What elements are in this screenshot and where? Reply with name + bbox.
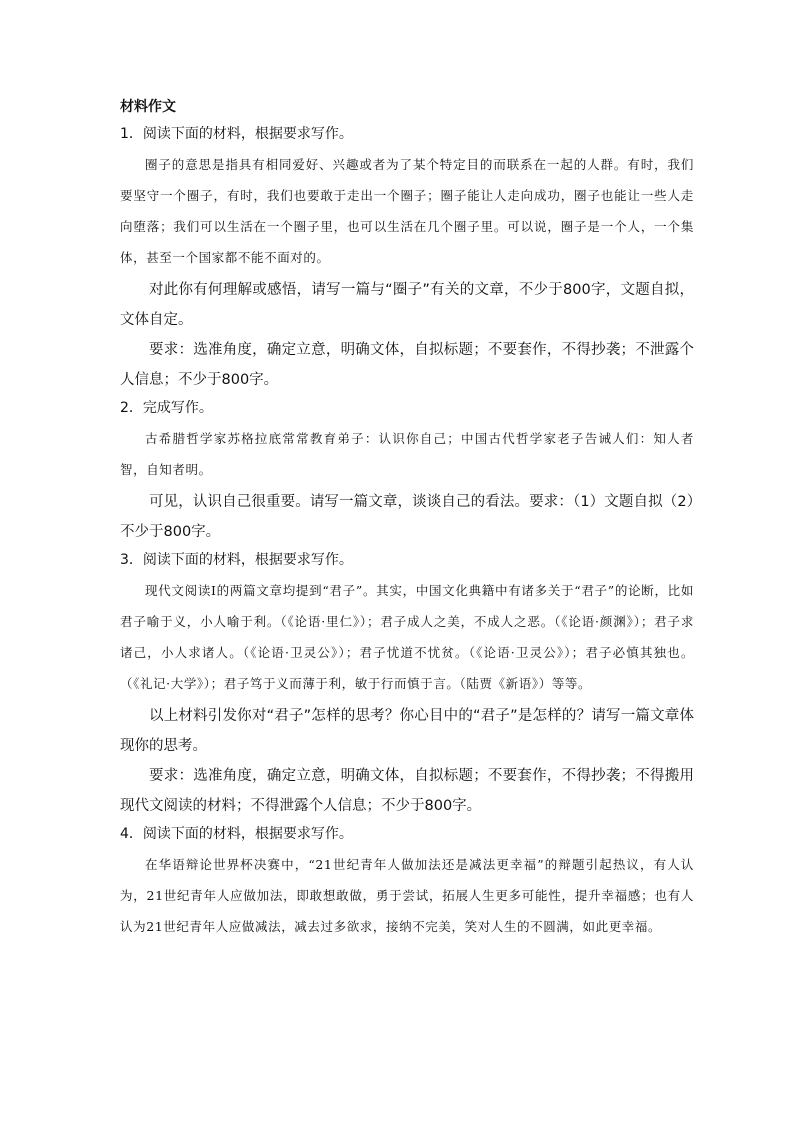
question-requirement: 要求：选准角度，确定立意，明确文体，自拟标题；不要套作，不得抄袭；不得搬用现代文阅读的材料；不得泄露个人信息；不少于800字。 [120,768,694,814]
question-heading: 2．完成写作。 [120,400,213,416]
question-2 [120,397,694,547]
question-prompt: 可见，认识自己很重要。请写一篇文章，谈谈自己的看法。要求：（1）文题自拟（2）不少于800字。 [120,494,694,540]
question-material: 在华语辩论世界杯决赛中，“21世纪青年人做加法还是减法更幸福”的辩题引起热议，有人认为，21世纪青年人应做加法，即敢想敢做，勇于尝试，拓展人生更多可能性，提升幸福感；也有人认为21世纪青年人应做减法，减去过多欲求，接纳不完美，笑对人生的不圆满，如此更幸福。 [120,857,694,934]
question-heading: 3．阅读下面的材料，根据要求写作。 [120,552,353,568]
question-3 [120,549,694,821]
question-heading: 1．阅读下面的材料，根据要求写作。 [120,126,353,142]
question-heading: 4．阅读下面的材料，根据要求写作。 [120,826,353,842]
section-title: 材料作文 [120,99,176,115]
question-material: 古希腊哲学家苏格拉底常常教育弟子：认识你自己；中国古代哲学家老子告诫人们：知人者智，自知者明。 [120,431,694,477]
question-material: 圈子的意思是指具有相同爱好、兴趣或者为了某个特定目的而联系在一起的人群。有时，我们要坚守一个圈子，有时，我们也要敢于走出一个圈子；圈子能让人走向成功，圈子也能让一些人走向堕落；我们可以生活在一个圈子里，也可以生活在几个圈子里。可以说，圈子是一个人，一个集体，甚至一个国家都不能不面对的。 [120,157,694,265]
question-requirement: 要求：选准角度，确定立意，明确文体，自拟标题；不要套作，不得抄袭；不泄露个人信息；不少于800字。 [120,342,694,388]
question-material: 现代文阅读Ⅰ的两篇文章均提到“君子”。其实，中国文化典籍中有诸多关于“君子”的论断，比如君子喻于义，小人喻于利。（《论语·里仁》）；君子成人之美，不成人之恶。（《论语·颜渊》）；君子求诸己，小人求诸人。（《论语·卫灵公》）；君子忧道不忧贫。（《论语·卫灵公》）；君子必慎其独也。（《礼记·大学》）；君子笃于义而薄于利，敏于行而慎于言。（陆贾《新语》）等等。 [120,583,694,691]
question-prompt: 以上材料引发你对“君子”怎样的思考？你心目中的“君子”是怎样的？请写一篇文章体现你的思考。 [120,708,694,754]
question-1 [120,123,694,395]
document-content [120,97,694,944]
question-prompt: 对此你有何理解或感悟，请写一篇与“圈子”有关的文章，不少于800字，文题自拟，文体自定。 [120,282,694,328]
question-4 [120,823,694,942]
